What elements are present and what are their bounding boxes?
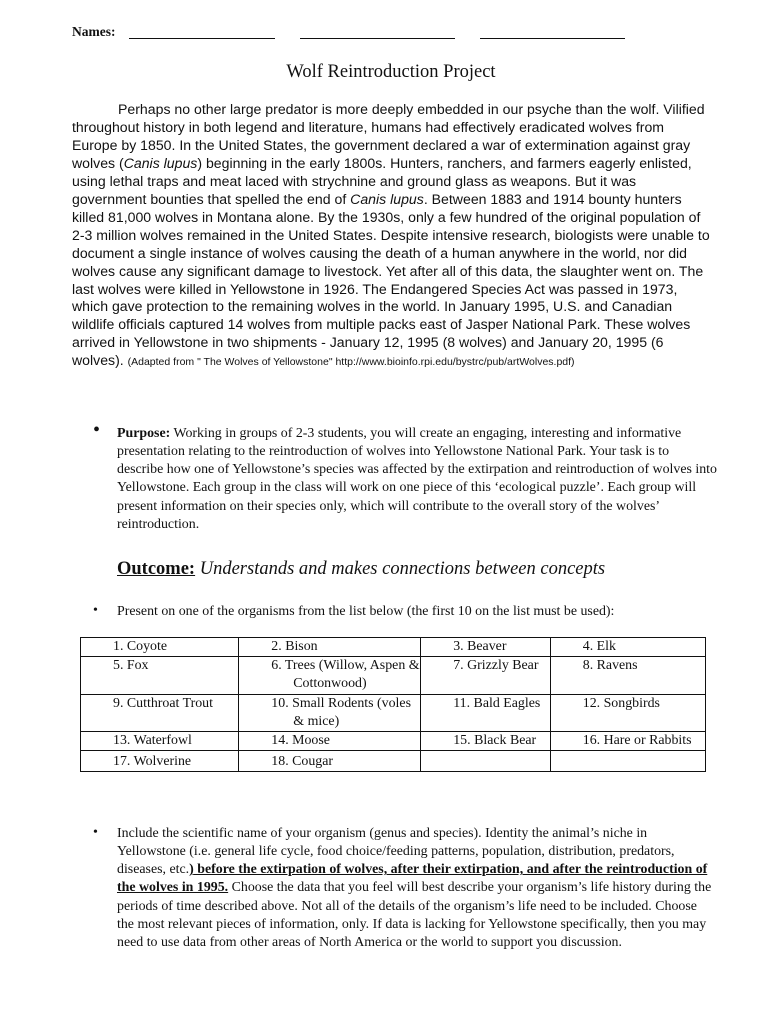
- table-cell: 17. Wolverine: [81, 751, 239, 772]
- table-cell: [550, 751, 705, 772]
- bullet-icon: •: [93, 825, 98, 840]
- name-blank-3[interactable]: [480, 38, 625, 39]
- table-cell: [421, 751, 551, 772]
- include-bullet: • Include the scientific name of your organism (genus and species). Identity the animal’s niche in Yellowstone (i.e. general life cycle, food choice/feeding patterns, population, distribution, predators, diseases, etc.) before the extirpation of wolves, after their extirpation, and after the reintroduction of the wolves in 1995. Choose the data that you feel will best describe your organism’s life history during the periods of time described above. Not all of the details of the organism’s life need to be included. Choose the most relevant pieces of information, only. If data is lacking for Yellowstone specifically, then you may need to use data from other areas of North America or the world to support you discussion.: [93, 825, 712, 950]
- bullet-icon: •: [93, 419, 101, 441]
- table-cell: 4. Elk: [550, 638, 705, 657]
- latin-name: Canis lupus: [350, 190, 424, 207]
- table-row: [81, 638, 706, 657]
- table-row: [81, 694, 706, 731]
- outcome-text: Understands and makes connections between concepts: [199, 559, 606, 579]
- source-citation: (Adapted from " The Wolves of Yellowstone" http://www.bioinfo.rpi.edu/bystrc/pub/artWolves.pdf): [127, 356, 575, 369]
- table-cell: 9. Cutthroat Trout: [81, 694, 239, 731]
- table-cell: 8. Ravens: [550, 657, 705, 694]
- include-text: Include the scientific name of your organism (genus and species). Identity the animal’s niche in Yellowstone (i.e. general life cycle, food choice/feeding patterns, population, distribution, predators, diseases, etc.: [117, 826, 675, 878]
- table-cell: 6. Trees (Willow, Aspen & Cottonwood): [239, 657, 421, 694]
- table-cell: 10. Small Rodents (voles & mice): [239, 694, 421, 731]
- page-title: Wolf Reintroduction Project: [286, 62, 496, 82]
- names-label: Names:: [72, 24, 116, 39]
- table-cell: 15. Black Bear: [421, 732, 551, 751]
- table-cell: 1. Coyote: [81, 638, 239, 657]
- bullet-icon: •: [93, 603, 98, 618]
- table-cell: 16. Hare or Rabbits: [550, 732, 705, 751]
- include-text-2: Choose the data that you feel will best describe your organism’s life history during the periods of time described above. Not all of the details of the organism’s life need to be included. Choose the most relevant pieces of information, only. If data is lacking for Yellowstone specifically, then you may need to use data from other areas of North America or the world to support you discussion.: [117, 880, 712, 950]
- table-cell: 7. Grizzly Bear: [421, 657, 551, 694]
- table-row: [81, 751, 706, 772]
- purpose-text: Working in groups of 2-3 students, you will create an engaging, interesting and informative presentation relating to the reintroduction of wolves into Yellowstone National Park. Your task is to describe how one of Yellowstone’s species was affected by the extirpation and reintroduction of wolves into Yellowstone. Each group in the class will work on one piece of this ‘ecological puzzle’. Each group will present information on their species only, which will contribute to the overall story of the wolves’ reintroduction.: [117, 426, 717, 532]
- organism-table: [80, 637, 706, 772]
- latin-name: Canis lupus: [123, 154, 198, 171]
- purpose-label: Purpose:: [117, 426, 171, 441]
- table-cell: 2. Bison: [239, 638, 421, 657]
- name-blank-1[interactable]: [129, 38, 275, 39]
- include-emphasis: before the extirpation of wolves, after their extirpation, and after the reintroduction of the wolves in 1995.: [117, 862, 708, 896]
- table-row: [81, 732, 706, 751]
- table-cell: 5. Fox: [81, 657, 239, 694]
- table-cell: 3. Beaver: [421, 638, 551, 657]
- table-cell: 11. Bald Eagles: [421, 694, 551, 731]
- outcome-label: Outcome:: [117, 559, 196, 579]
- table-row: [81, 657, 706, 694]
- present-bullet: [93, 603, 717, 621]
- outcome-heading: [117, 559, 717, 580]
- purpose-bullet: [93, 419, 717, 534]
- name-blank-2[interactable]: [300, 38, 455, 39]
- present-text: Present on one of the organisms from the list below (the first 10 on the list must be used):: [117, 604, 615, 619]
- table-cell: 18. Cougar: [239, 751, 421, 772]
- names-header: [72, 22, 672, 42]
- intro-paragraph: Perhaps no other large predator is more deeply embedded in our psyche than the wolf. Vilified throughout history in both legend and literature, humans had effectively eradicated wolves from Europe by 1850. In the United States, the government declared a war of extermination against gray wolves (Canis lupus) beginning in the early 1800s. Hunters, ranchers, and farmers eagerly enlisted, using lethal traps and meat laced with strychnine and ground glass as weapons. But it was government bounties that spelled the end of Canis lupus. Between 1883 and 1914 bounty hunters killed 81,000 wolves in Montana alone. By the 1930s, only a few hundred of the original population of 2-3 million wolves remained in the United States. Despite intensive research, biologists were unable to document a single instance of wolves causing the death of a human anywhere in the world, nor did wolves cause any significant damage to livestock. Yet after all of this data, the slaughter went on. The last wolves were killed in Yellowstone in 1926. The Endangered Species Act was passed in 1973, which gave protection to the remaining wolves in the world. In January 1995, U.S. and Canadian wildlife officials captured 14 wolves from multiple packs east of Jasper National Park. These wolves arrived in Yellowstone in two shipments - January 12, 1995 (8 wolves) and January 20, 1995 (6 wolves). (Adapted from " The Wolves of Yellowstone" http://www.bioinfo.rpi.edu/bystrc/pub/artWolves.pdf): [72, 101, 710, 369]
- table-cell: 13. Waterfowl: [81, 732, 239, 751]
- table-cell: 14. Moose: [239, 732, 421, 751]
- table-cell: 12. Songbirds: [550, 694, 705, 731]
